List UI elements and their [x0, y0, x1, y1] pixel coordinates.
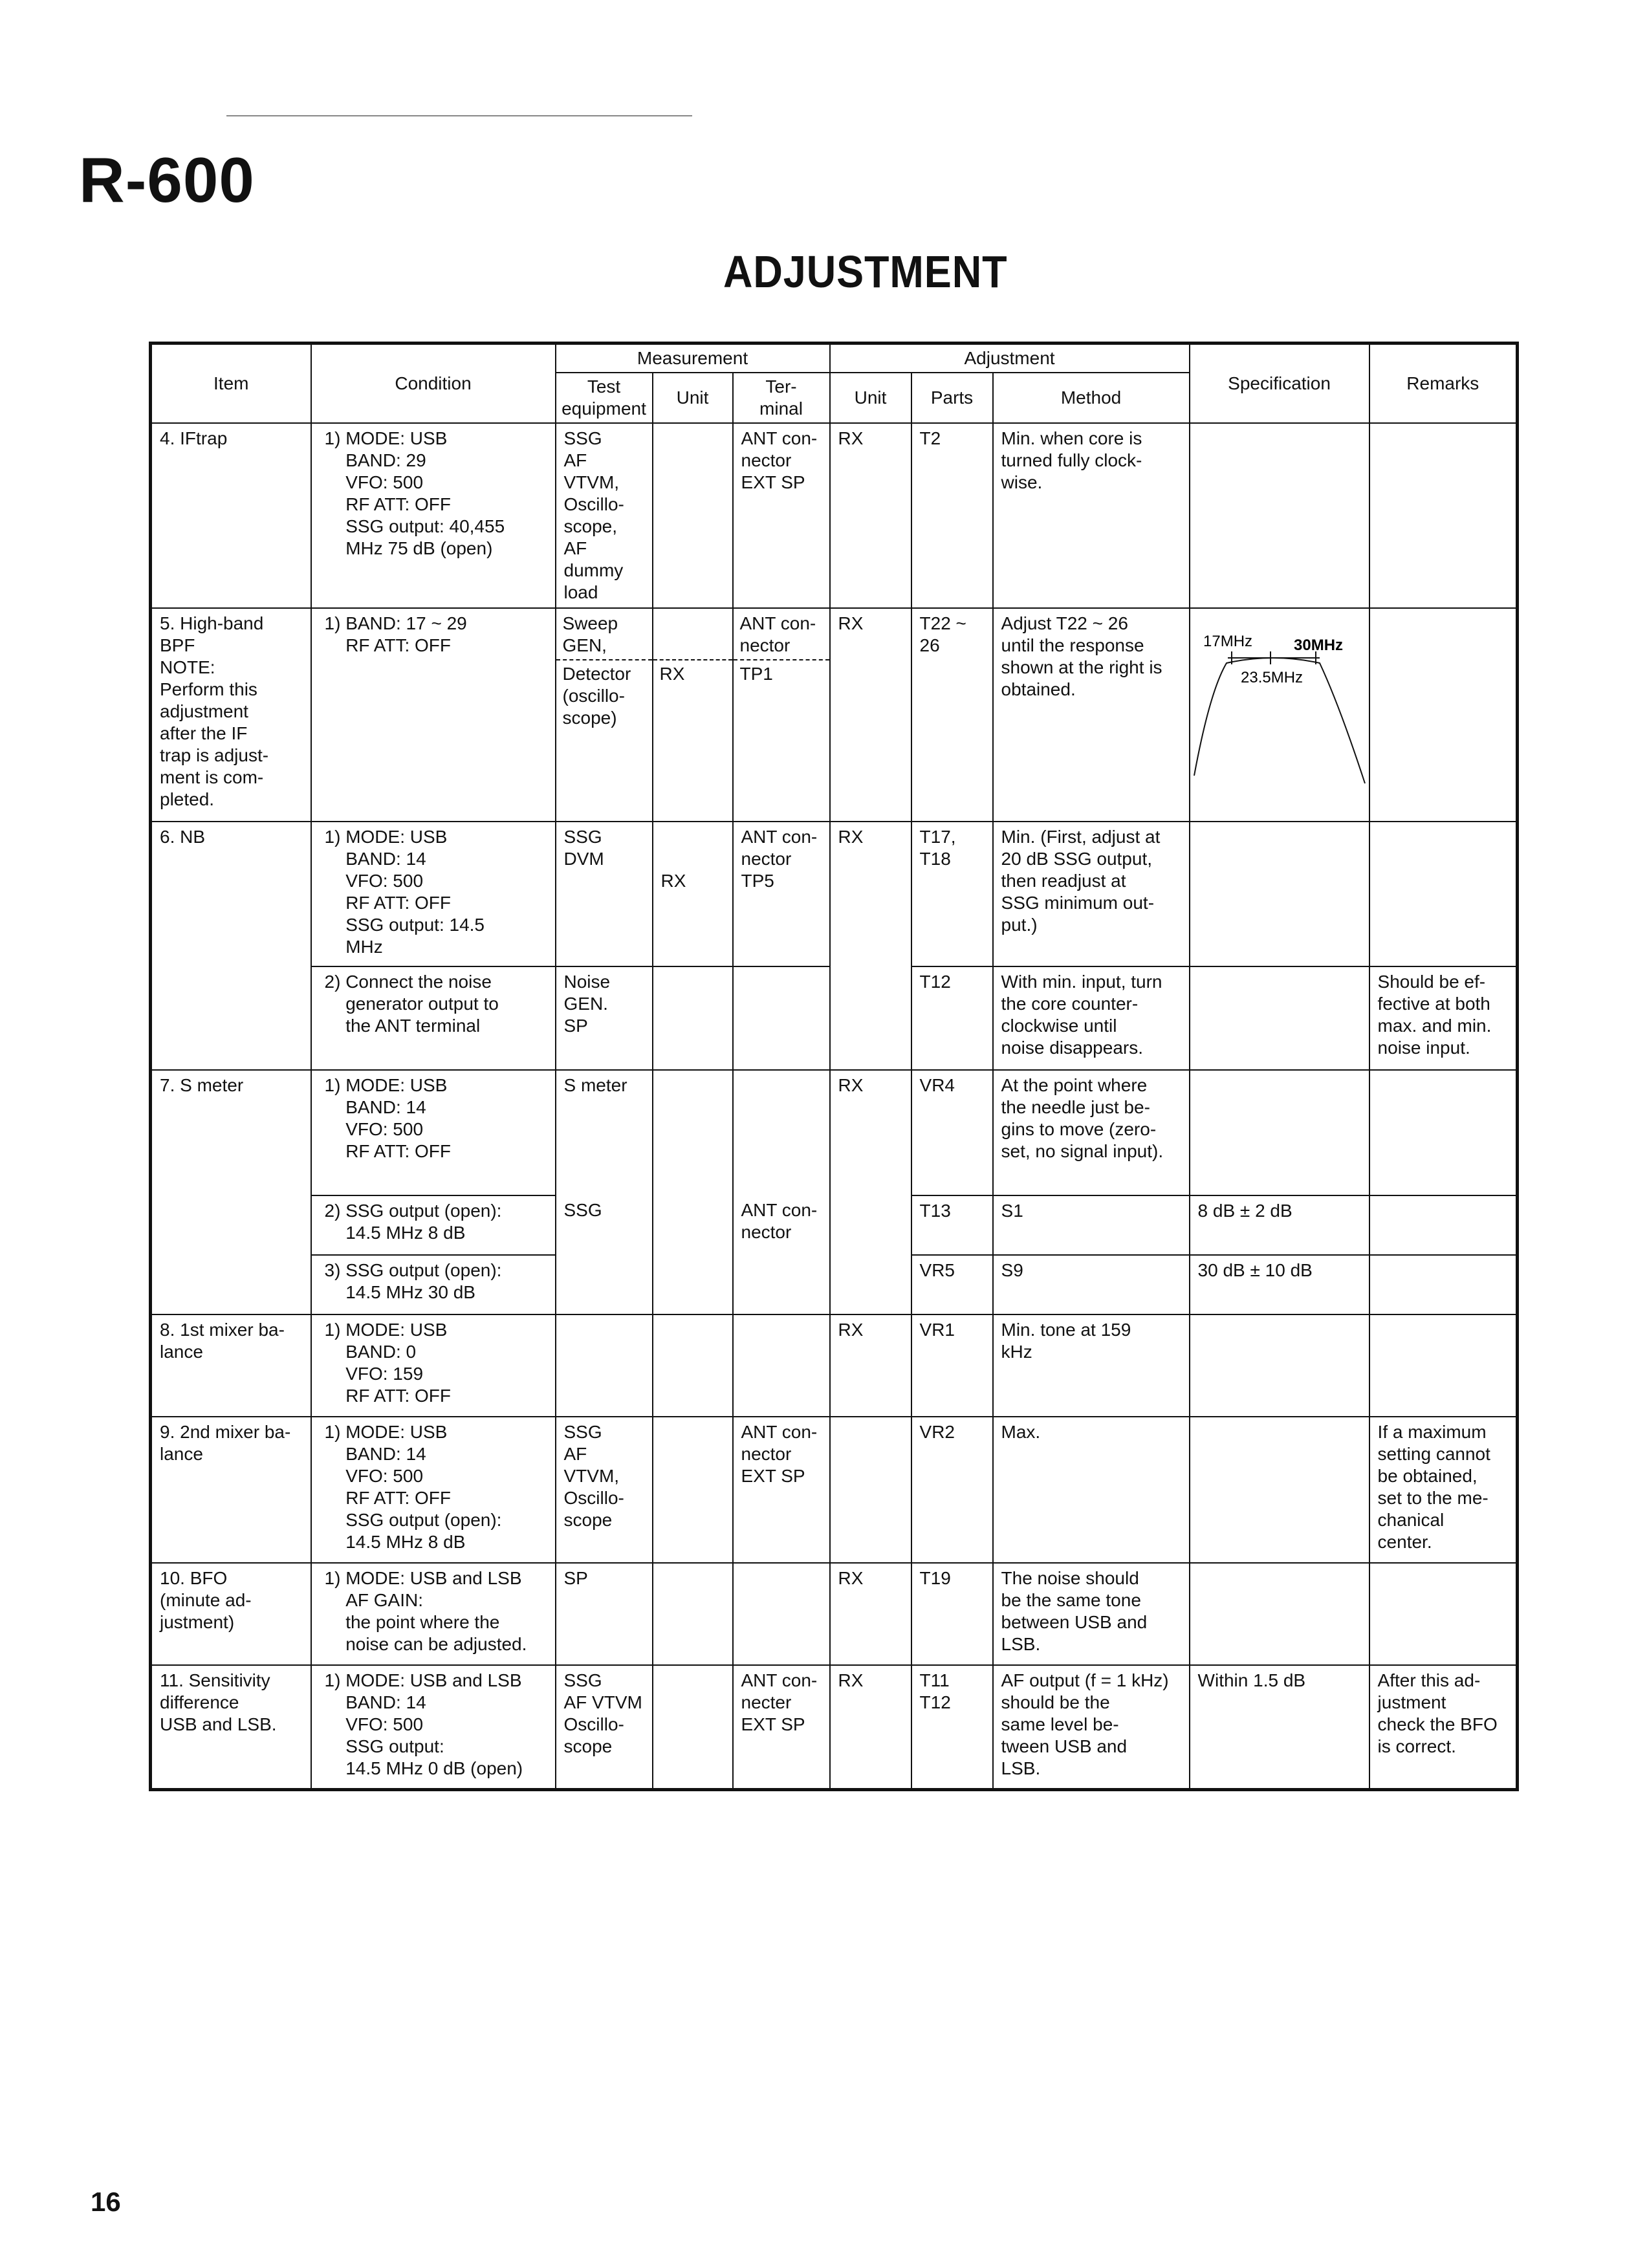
method-cell: Max.: [993, 1417, 1190, 1563]
spec-cell: [1190, 423, 1369, 608]
terminal-cell: ANT con- nector EXT SP: [733, 1417, 830, 1563]
table-row: [151, 1070, 1518, 1195]
condition-number: 1): [324, 1670, 341, 1690]
parts-cell: T19: [911, 1563, 993, 1665]
page-title: ADJUSTMENT: [723, 246, 1008, 297]
adj-unit-cell: RX: [830, 1665, 911, 1789]
condition-cell: [311, 1665, 556, 1789]
parts-cell: VR4: [911, 1070, 993, 1195]
adjustment-table: [149, 342, 1519, 1791]
remarks-cell: Should be ef- fective at both max. and min. noise input.: [1369, 966, 1518, 1070]
meas-unit-cell: [653, 1665, 733, 1789]
item-cell: 4. IFtrap: [151, 423, 311, 608]
spec-cell: Within 1.5 dB: [1190, 1665, 1369, 1789]
table-row: [151, 423, 1518, 608]
header-measurement: Measurement: [556, 343, 830, 373]
spec-cell: [1190, 608, 1369, 822]
terminal-cell: [733, 966, 830, 1070]
meas-unit-cell: [653, 1417, 733, 1563]
test-eq-sweep: Sweep GEN,: [556, 613, 652, 660]
condition-text: MODE: USB and LSB AF GAIN: the point where the noise can be adjusted.: [345, 1568, 527, 1654]
header-parts: Parts: [911, 373, 993, 423]
table-row: [151, 1417, 1518, 1563]
item-cell: 7. S meter: [151, 1070, 311, 1314]
condition-number: 2): [324, 972, 341, 992]
remarks-cell: After this ad- justment check the BFO is correct.: [1369, 1665, 1518, 1789]
remarks-cell: [1369, 608, 1518, 822]
method-cell: S1: [993, 1195, 1190, 1255]
parts-cell: T2: [911, 423, 993, 608]
method-cell: With min. input, turn the core counter- clockwise until noise disappears.: [993, 966, 1190, 1070]
response-curve-graph: [1190, 614, 1369, 789]
condition-number: 1): [324, 1320, 341, 1340]
remarks-cell: If a maximum setting cannot be obtained, set to the me- chanical center.: [1369, 1417, 1518, 1563]
test-eq-detector: Detector (oscillo- scope): [562, 664, 631, 728]
condition-cell: [311, 423, 556, 608]
adj-unit-cell: RX: [830, 1314, 911, 1417]
terminal-cell: ANT con- nector TP5: [733, 822, 830, 966]
table-row: [151, 1314, 1518, 1417]
spec-cell: [1190, 822, 1369, 966]
remarks-cell: [1369, 1563, 1518, 1665]
terminal-cell: [733, 1563, 830, 1665]
meas-unit-cell: RX: [653, 822, 733, 966]
condition-text: Connect the noise generator output to the ANT terminal: [345, 972, 499, 1036]
parts-cell: T12: [911, 966, 993, 1070]
method-cell: Min. when core is turned fully clock- wise.: [993, 423, 1190, 608]
meas-unit-cell: [653, 966, 733, 1070]
method-cell: Min. tone at 159 kHz: [993, 1314, 1190, 1417]
adj-unit-cell: RX: [830, 822, 911, 1070]
remarks-cell: [1369, 1070, 1518, 1195]
method-cell: S9: [993, 1255, 1190, 1314]
condition-text: BAND: 17 ~ 29 RF ATT: OFF: [345, 613, 467, 655]
adj-unit-cell: RX: [830, 423, 911, 608]
spec-cell: [1190, 1563, 1369, 1665]
spec-cell: 30 dB ± 10 dB: [1190, 1255, 1369, 1314]
test-equipment-cell: SSG AF VTVM Oscillo- scope: [556, 1665, 653, 1789]
test-equipment-cell: SSG AF VTVM, Oscillo- scope: [556, 1417, 653, 1563]
condition-number: 1): [324, 1568, 341, 1588]
condition-text: MODE: USB and LSB BAND: 14 VFO: 500 SSG output: 14.5 MHz 0 dB (open): [345, 1670, 523, 1778]
item-cell: 6. NB: [151, 822, 311, 1070]
header-terminal: Ter- minal: [733, 373, 830, 423]
parts-cell: T11 T12: [911, 1665, 993, 1789]
header-adj-unit: Unit: [830, 373, 911, 423]
condition-number: 2): [324, 1201, 341, 1221]
spec-cell: [1190, 1417, 1369, 1563]
header-adjustment: Adjustment: [830, 343, 1190, 373]
condition-cell: [311, 1314, 556, 1417]
test-equipment-cell: [556, 608, 653, 822]
graph-label-23-5mhz: 23.5MHz: [1240, 669, 1303, 686]
header-meas-unit: Unit: [653, 373, 733, 423]
condition-number: 3): [324, 1260, 341, 1280]
terminal-cell: [733, 1070, 830, 1195]
parts-cell: T22 ~ 26: [911, 608, 993, 822]
meas-unit-blank: [653, 613, 732, 660]
condition-text: MODE: USB BAND: 0 VFO: 159 RF ATT: OFF: [345, 1320, 451, 1406]
adj-unit-cell: RX: [830, 1070, 911, 1314]
method-cell: Adjust T22 ~ 26 until the response shown at the right is obtained.: [993, 608, 1190, 822]
table-row: [151, 822, 1518, 966]
terminal-cell: ANT con- necter EXT SP: [733, 1665, 830, 1789]
parts-cell: T17, T18: [911, 822, 993, 966]
spec-cell: [1190, 1314, 1369, 1417]
spec-cell: 8 dB ± 2 dB: [1190, 1195, 1369, 1255]
graph-label-17mhz: 17MHz: [1203, 633, 1252, 650]
test-equipment-cell: S meter: [556, 1070, 653, 1195]
adj-unit-cell: [830, 1417, 911, 1563]
meas-unit-cell: [653, 1314, 733, 1417]
terminal-tp1: TP1: [739, 664, 773, 684]
item-cell: 8. 1st mixer ba- lance: [151, 1314, 311, 1417]
item-cell: 9. 2nd mixer ba- lance: [151, 1417, 311, 1563]
remarks-cell: [1369, 1314, 1518, 1417]
adj-unit-cell: RX: [830, 1563, 911, 1665]
method-cell: The noise should be the same tone between USB and LSB.: [993, 1563, 1190, 1665]
meas-unit-cell: [653, 423, 733, 608]
condition-cell: [311, 966, 556, 1070]
table-row: [151, 1563, 1518, 1665]
condition-cell: [311, 1070, 556, 1195]
item-cell: 11. Sensitivity difference USB and LSB.: [151, 1665, 311, 1789]
remarks-cell: [1369, 1195, 1518, 1255]
condition-number: 1): [324, 613, 341, 633]
condition-cell: [311, 1417, 556, 1563]
header-method: Method: [993, 373, 1190, 423]
model-title: R-600: [79, 144, 255, 215]
test-equipment-cell: Noise GEN. SP: [556, 966, 653, 1070]
meas-unit-cell: [653, 1563, 733, 1665]
condition-text: SSG output (open): 14.5 MHz 30 dB: [345, 1260, 502, 1302]
condition-number: 1): [324, 827, 341, 847]
header-condition: Condition: [311, 343, 556, 424]
remarks-cell: [1369, 423, 1518, 608]
terminal-cell: [733, 1314, 830, 1417]
test-equipment-cell: [556, 1314, 653, 1417]
parts-cell: T13: [911, 1195, 993, 1255]
condition-cell: [311, 1195, 556, 1255]
item-cell: 10. BFO (minute ad- justment): [151, 1563, 311, 1665]
condition-cell: [311, 822, 556, 966]
test-equipment-cell: SSG AF VTVM, Oscillo- scope, AF dummy load: [556, 423, 653, 608]
condition-text: MODE: USB BAND: 29 VFO: 500 RF ATT: OFF SSG output: 40,455 MHz 75 dB (open): [345, 428, 505, 558]
header-test-equipment: Test equipment: [556, 373, 653, 423]
header-specification: Specification: [1190, 343, 1369, 424]
spec-cell: [1190, 1070, 1369, 1195]
method-cell: Min. (First, adjust at 20 dB SSG output, then readjust at SSG minimum out- put.): [993, 822, 1190, 966]
terminal-ant: ANT con- nector: [734, 613, 829, 660]
terminal-cell: ANT con- nector: [733, 1195, 830, 1314]
page-number: 16: [91, 2186, 121, 2217]
condition-cell: [311, 1255, 556, 1314]
meas-unit-cell: [653, 1070, 733, 1314]
table-row: [151, 1665, 1518, 1789]
adj-unit-cell: RX: [830, 608, 911, 822]
spec-cell: [1190, 966, 1369, 1070]
terminal-cell: [733, 608, 830, 822]
meas-unit-cell: [653, 608, 733, 822]
item-cell: 5. High-band BPF NOTE: Perform this adjustment after the IF trap is adjust- ment is com- pleted.: [151, 608, 311, 822]
terminal-cell: ANT con- nector EXT SP: [733, 423, 830, 608]
method-cell: AF output (f = 1 kHz) should be the same level be- tween USB and LSB.: [993, 1665, 1190, 1789]
condition-number: 1): [324, 1422, 341, 1442]
condition-text: SSG output (open): 14.5 MHz 8 dB: [345, 1201, 502, 1243]
test-equipment-cell: SP: [556, 1563, 653, 1665]
test-equipment-cell: SSG DVM: [556, 822, 653, 966]
parts-cell: VR1: [911, 1314, 993, 1417]
parts-cell: VR2: [911, 1417, 993, 1563]
graph-label-30mhz: 30MHz: [1293, 637, 1343, 654]
meas-unit-rx: RX: [659, 664, 685, 684]
header-item: Item: [151, 343, 311, 424]
header-remarks: Remarks: [1369, 343, 1518, 424]
condition-number: 1): [324, 428, 341, 448]
condition-number: 1): [324, 1075, 341, 1095]
top-rule: [226, 115, 692, 116]
remarks-cell: [1369, 1255, 1518, 1314]
condition-text: MODE: USB BAND: 14 VFO: 500 RF ATT: OFF: [345, 1075, 451, 1161]
condition-text: MODE: USB BAND: 14 VFO: 500 RF ATT: OFF SSG output: 14.5 MHz: [345, 827, 485, 957]
table-row: [151, 608, 1518, 822]
test-equipment-cell: SSG: [556, 1195, 653, 1314]
method-cell: At the point where the needle just be- gins to move (zero- set, no signal input).: [993, 1070, 1190, 1195]
condition-text: MODE: USB BAND: 14 VFO: 500 RF ATT: OFF SSG output (open): 14.5 MHz 8 dB: [345, 1422, 502, 1552]
parts-cell: VR5: [911, 1255, 993, 1314]
remarks-cell: [1369, 822, 1518, 966]
condition-cell: [311, 608, 556, 822]
condition-cell: [311, 1563, 556, 1665]
